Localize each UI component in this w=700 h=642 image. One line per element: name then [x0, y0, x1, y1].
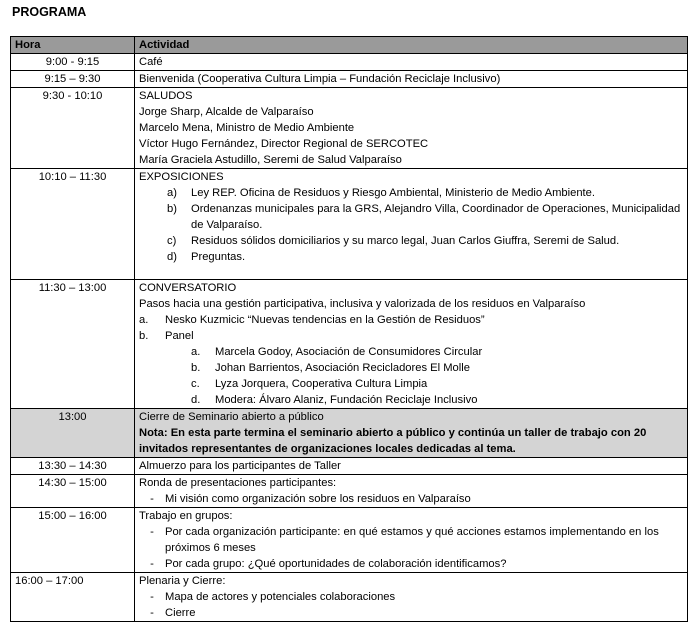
row-activity [135, 54, 688, 71]
list-item [139, 491, 683, 507]
list-marker: a) [167, 187, 177, 199]
activity-text: Cierre de Seminario abierto a público [139, 411, 324, 423]
table-row [11, 88, 688, 169]
table-row [11, 508, 688, 573]
table-header-row [11, 37, 688, 54]
list-text: Panel [165, 330, 194, 342]
table-row [11, 458, 688, 475]
header-hora: Hora [11, 37, 135, 54]
activity-heading: CONVERSATORIO [139, 282, 237, 294]
list-text: Cierre [165, 607, 196, 619]
row-time: 15:00 – 16:00 [11, 508, 135, 573]
list-marker: b. [191, 362, 201, 374]
list-text: Lyza Jorquera, Cooperativa Cultura Limpia [215, 378, 428, 390]
row-time: 9:15 – 9:30 [11, 71, 135, 88]
list-text: Mapa de actores y potenciales colaboraciones [165, 591, 396, 603]
activity-heading: Trabajo en grupos: [139, 510, 233, 522]
list-marker: a. [191, 346, 201, 358]
activity-heading: EXPOSICIONES [139, 171, 224, 183]
list-text: Mi visión como organización sobre los residuos en Valparaíso [165, 493, 471, 505]
row-time: 9:30 - 10:10 [11, 88, 135, 169]
speaker: Jorge Sharp, Alcalde de Valparaíso [139, 106, 314, 118]
speaker: Marcelo Mena, Ministro de Medio Ambiente [139, 122, 355, 134]
list-marker: b. [139, 330, 149, 342]
list-marker: c) [167, 235, 177, 247]
list-marker: a. [139, 314, 149, 326]
list-marker: - [150, 607, 154, 619]
list-text: Marcela Godoy, Asociación de Consumidores Circular [215, 346, 483, 358]
row-time: 9:00 - 9:15 [11, 54, 135, 71]
list-item [139, 556, 683, 572]
panel-item [139, 376, 683, 392]
list-marker: - [150, 558, 154, 570]
row-time: 10:10 – 11:30 [11, 169, 135, 280]
activity-heading: SALUDOS [139, 90, 193, 102]
page-title: PROGRAMA [12, 5, 87, 19]
row-activity [135, 508, 688, 573]
row-activity [135, 71, 688, 88]
speaker: María Graciela Astudillo, Seremi de Salud Valparaíso [139, 154, 402, 166]
activity-heading: Ronda de presentaciones participantes: [139, 477, 337, 489]
list-marker: - [150, 493, 154, 505]
row-time: 11:30 – 13:00 [11, 280, 135, 409]
table-row [11, 71, 688, 88]
row-activity [135, 169, 688, 280]
row-activity [135, 458, 688, 475]
row-activity [135, 280, 688, 409]
table-row [11, 280, 688, 409]
panel-item [139, 392, 683, 408]
row-activity [135, 88, 688, 169]
list-item [139, 233, 683, 249]
activity-text: Almuerzo para los participantes de Taller [139, 460, 341, 472]
header-actividad: Actividad [135, 37, 688, 54]
list-marker: d. [191, 394, 201, 406]
activity-subheading: Pasos hacia una gestión participativa, inclusiva y valorizada de los residuos en Valparaíso [139, 298, 586, 310]
program-table [10, 36, 688, 622]
list-item [139, 589, 683, 605]
row-time: 14:30 – 15:00 [11, 475, 135, 508]
list-marker: - [150, 526, 154, 538]
list-text: Ordenanzas municipales para la GRS, Alejandro Villa, Coordinador de Operaciones, Municipalidad de Valparaíso. [191, 203, 681, 231]
list-item [139, 605, 683, 621]
list-item [139, 185, 683, 201]
activity-heading: Plenaria y Cierre: [139, 575, 226, 587]
list-marker: b) [167, 203, 177, 215]
list-text: Residuos sólidos domiciliarios y su marco legal, Juan Carlos Giuffra, Seremi de Salud. [191, 235, 620, 247]
panel-item [139, 360, 683, 376]
table-row [11, 54, 688, 71]
table-row [11, 169, 688, 280]
activity-text: Café [139, 56, 163, 68]
speaker: Víctor Hugo Fernández, Director Regional de SERCOTEC [139, 138, 429, 150]
row-time: 13:00 [11, 409, 135, 458]
list-text: Nesko Kuzmicic “Nuevas tendencias en la Gestión de Residuos” [165, 314, 485, 326]
table-row [11, 573, 688, 622]
list-text: Johan Barrientos, Asociación Recicladores El Molle [215, 362, 470, 374]
list-text: Preguntas. [191, 251, 246, 263]
row-time: 13:30 – 14:30 [11, 458, 135, 475]
table-row [11, 475, 688, 508]
list-item [139, 249, 683, 265]
activity-text: Bienvenida (Cooperativa Cultura Limpia – Fundación Reciclaje Inclusivo) [139, 73, 501, 85]
list-marker: c. [191, 378, 200, 390]
row-activity [135, 475, 688, 508]
row-activity [135, 409, 688, 458]
row-time: 16:00 – 17:00 [11, 573, 135, 622]
list-item [139, 328, 683, 344]
list-text: Por cada organización participante: en qué estamos y qué acciones estamos implementando en los próximos 6 meses [165, 526, 659, 554]
list-text: Por cada grupo: ¿Qué oportunidades de colaboración identificamos? [165, 558, 507, 570]
list-item [139, 312, 683, 328]
list-text: Modera: Álvaro Alaniz, Fundación Reciclaje Inclusivo [215, 394, 478, 406]
list-text: Ley REP. Oficina de Residuos y Riesgo Ambiental, Ministerio de Medio Ambiente. [191, 187, 595, 199]
row-activity [135, 573, 688, 622]
table-row [11, 409, 688, 458]
list-marker: - [150, 591, 154, 603]
list-marker: d) [167, 251, 177, 263]
panel-item [139, 344, 683, 360]
list-item [139, 201, 683, 233]
note-text: Nota: En esta parte termina el seminario abierto a público y continúa un taller de trabajo con 20 invitados representantes de organizaciones locales dedicadas al tema. [139, 427, 647, 455]
list-item [139, 524, 683, 556]
